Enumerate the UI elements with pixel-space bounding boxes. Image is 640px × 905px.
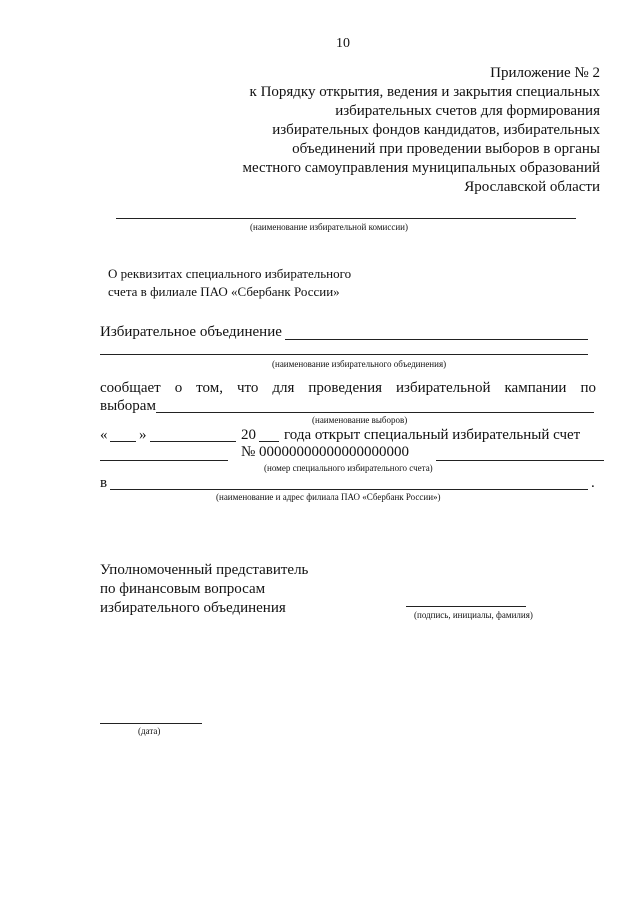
account-caption: (номер специального избирательного счета) bbox=[264, 463, 433, 473]
subject-line: О реквизитах специального избирательного bbox=[108, 266, 352, 281]
informs-word: избирательной bbox=[396, 380, 491, 396]
year-prefix: 20 bbox=[241, 427, 256, 443]
appendix-title: Приложение № 2 bbox=[490, 65, 600, 81]
signatory bbox=[100, 561, 308, 618]
informs-word: кампании bbox=[504, 380, 567, 396]
branch-line bbox=[110, 489, 588, 490]
appendix-line: местного самоуправления муниципальных образований bbox=[242, 160, 600, 176]
month-line bbox=[150, 441, 236, 442]
signatory-line: Уполномоченный представитель bbox=[100, 562, 309, 578]
elections-label: выборам bbox=[100, 398, 156, 414]
quote-close: » bbox=[139, 427, 147, 443]
signature-line bbox=[406, 606, 526, 607]
page-number: 10 bbox=[336, 36, 350, 51]
informs-word: по bbox=[580, 380, 596, 396]
informs-word: о bbox=[174, 380, 183, 396]
appendix-header bbox=[200, 64, 600, 197]
quote-open: « bbox=[100, 427, 108, 443]
period: . bbox=[591, 475, 595, 491]
in-label: в bbox=[100, 475, 108, 491]
signature-caption: (подпись, инициалы, фамилия) bbox=[414, 610, 533, 620]
commission-caption: (наименование избирательной комиссии) bbox=[250, 222, 408, 232]
branch-caption: (наименование и адрес филиала ПАО «Сбербанк России») bbox=[216, 492, 441, 502]
informs-row bbox=[100, 380, 596, 397]
assoc-line-1 bbox=[285, 339, 588, 340]
appendix-line: избирательных счетов для формирования bbox=[335, 103, 600, 119]
day-line bbox=[110, 441, 136, 442]
informs-word: что bbox=[236, 380, 259, 396]
date-line bbox=[100, 723, 202, 724]
assoc-label: Избирательное объединение bbox=[100, 324, 282, 340]
appendix-line: объединений при проведении выборов в органы bbox=[292, 141, 600, 157]
elections-caption: (наименование выборов) bbox=[312, 415, 408, 425]
signatory-line: избирательного объединения bbox=[100, 600, 286, 616]
assoc-caption: (наименование избирательного объединения) bbox=[272, 359, 447, 369]
appendix-line: к Порядку открытия, ведения и закрытия специальных bbox=[249, 84, 600, 100]
commission-line bbox=[116, 218, 576, 219]
account-number: № 00000000000000000000 bbox=[241, 444, 410, 460]
informs-word: сообщает bbox=[100, 380, 161, 396]
appendix-line: Ярославской области bbox=[464, 179, 600, 195]
subject bbox=[108, 265, 351, 301]
assoc-line-2 bbox=[100, 354, 588, 355]
informs-word: проведения bbox=[308, 380, 383, 396]
subject-line: счета в филиале ПАО «Сбербанк России» bbox=[108, 284, 340, 299]
date-caption: (дата) bbox=[138, 726, 161, 736]
appendix-line: избирательных фондов кандидатов, избирательных bbox=[272, 122, 600, 138]
informs-word: для bbox=[272, 380, 295, 396]
elections-line bbox=[156, 412, 594, 413]
account-line-right bbox=[436, 460, 604, 461]
account-line-left bbox=[100, 460, 228, 461]
informs-word: том, bbox=[196, 380, 223, 396]
year-line bbox=[259, 441, 279, 442]
signatory-line: по финансовым вопросам bbox=[100, 581, 266, 597]
opened-text: года открыт специальный избирательный счет bbox=[284, 427, 581, 443]
